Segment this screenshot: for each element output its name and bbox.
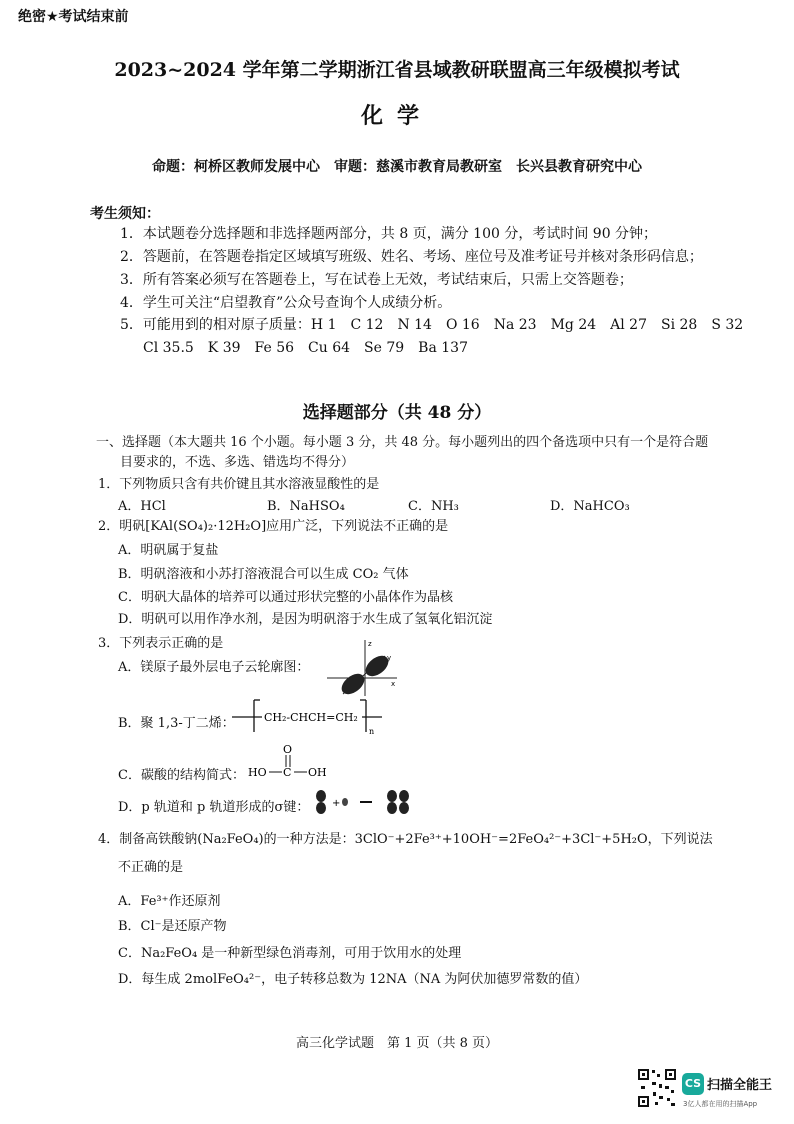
option: D．NaHCO₃ bbox=[550, 499, 630, 514]
section-title: 选择题部分（共 48 分） bbox=[302, 403, 492, 423]
hydroxyl-right: OH bbox=[308, 766, 327, 779]
notice-heading: 考生须知： bbox=[90, 206, 160, 222]
part-instructions: 一、选择题（本大题共 16 个小题。每小题 3 分，共 48 分。每小题列出的四个备选项中只有一个是符合题 bbox=[96, 435, 709, 450]
mg-electron-cloud-figure bbox=[325, 636, 400, 700]
subject-title: 化学 bbox=[360, 103, 433, 129]
question-stem: 4．制备高铁酸钠(Na₂FeO₄)的一种方法是：3ClO⁻+2Fe³⁺+10OH⁻=2FeO₄²⁻+3Cl⁻+5H₂O，下列说法 bbox=[98, 832, 713, 847]
notice-item: 2．答题前，在答题卷指定区域填写班级、姓名、考场、座位号及准考证号并核对条形码信息； bbox=[120, 249, 703, 265]
question-stem-continued: 不正确的是 bbox=[118, 860, 184, 875]
svg-text:+: + bbox=[332, 798, 341, 809]
axis-label-x: x bbox=[391, 680, 396, 688]
carbonyl-oxygen: O bbox=[283, 743, 293, 756]
scanner-tagline: 3亿人都在用的扫描App bbox=[683, 1100, 758, 1108]
option: B．聚 1,3-丁二烯： bbox=[118, 716, 235, 731]
question-stem: 2．明矾[KAl(SO₄)₂·12H₂O]应用广泛，下列说法不正确的是 bbox=[98, 519, 449, 534]
question-stem: 3．下列表示正确的是 bbox=[98, 636, 224, 651]
option: B．Cl⁻是还原产物 bbox=[118, 919, 227, 934]
notice-item: 4．学生可关注“启望教育”公众号查询个人成绩分析。 bbox=[120, 295, 452, 311]
option: B．明矾溶液和小苏打溶液混合可以生成 CO₂ 气体 bbox=[118, 567, 409, 582]
scanner-name: 扫描全能王 bbox=[707, 1078, 773, 1093]
carbon-atom: C bbox=[283, 766, 292, 779]
option: D．明矾可以用作净水剂，是因为明矾溶于水生成了氢氧化铝沉淀 bbox=[118, 612, 493, 627]
option: A．HCl bbox=[118, 499, 166, 514]
hydroxyl-left: HO bbox=[248, 766, 267, 779]
option: C．明矾大晶体的培养可以通过形状完整的小晶体作为晶核 bbox=[118, 590, 453, 605]
option: A．Fe³⁺作还原剂 bbox=[118, 894, 221, 909]
axis-label-y: y bbox=[387, 654, 392, 662]
qr-code bbox=[637, 1068, 677, 1108]
carbonic-acid-structure bbox=[248, 743, 333, 781]
polybutadiene-structure bbox=[232, 696, 392, 736]
polymer-n: n bbox=[369, 727, 375, 736]
option: D．p 轨道和 p 轨道形成的σ键： bbox=[118, 800, 310, 815]
notice-item: 1．本试题卷分选择题和非选择题两部分，共 8 页，满分 100 分，考试时间 90 分钟； bbox=[120, 226, 658, 242]
page-footer: 高三化学试题 第 1 页（共 8 页） bbox=[295, 1036, 499, 1051]
option: C．Na₂FeO₄ 是一种新型绿色消毒剂，可用于饮用水的处理 bbox=[118, 946, 462, 961]
polymer-repeat-unit: CH₂-CHCH=CH₂ bbox=[264, 711, 358, 724]
notice-item: Cl 35.5 K 39 Fe 56 Cu 64 Se 79 Ba 137 bbox=[143, 340, 468, 356]
sigma-bond-figure bbox=[312, 788, 417, 816]
option: A．明矾属于复盐 bbox=[118, 543, 219, 558]
question-stem: 1．下列物质只含有共价键且其水溶液显酸性的是 bbox=[98, 477, 380, 492]
option: A．镁原子最外层电子云轮廓图： bbox=[118, 660, 310, 675]
option: B．NaHSO₄ bbox=[267, 499, 345, 514]
notice-item: 5．可能用到的相对原子质量：H 1 C 12 N 14 O 16 Na 23 Mg 24 Al 27 Si 28 S 32 bbox=[120, 317, 744, 333]
exam-title: 2023~2024 学年第二学期浙江省县域教研联盟高三年级模拟考试 bbox=[114, 59, 680, 81]
notice-item: 3．所有答案必须写在答题卷上，写在试卷上无效，考试结束后，只需上交答题卷； bbox=[120, 272, 633, 288]
part-instructions: 目要求的，不选、多选、错选均不得分） bbox=[120, 455, 355, 470]
confidential-label: 绝密★考试结束前 bbox=[18, 9, 129, 25]
scanner-logo: CS bbox=[682, 1073, 704, 1095]
option: C．NH₃ bbox=[408, 499, 459, 514]
authors-line: 命题：柯桥区教师发展中心 审题：慈溪市教育局教研室 长兴县教育研究中心 bbox=[152, 159, 642, 175]
option: C．碳酸的结构简式： bbox=[118, 768, 245, 783]
option: D．每生成 2molFeO₄²⁻，电子转移总数为 12NA（NA 为阿伏加德罗常数的值） bbox=[118, 972, 588, 987]
axis-label-z: z bbox=[368, 640, 372, 648]
